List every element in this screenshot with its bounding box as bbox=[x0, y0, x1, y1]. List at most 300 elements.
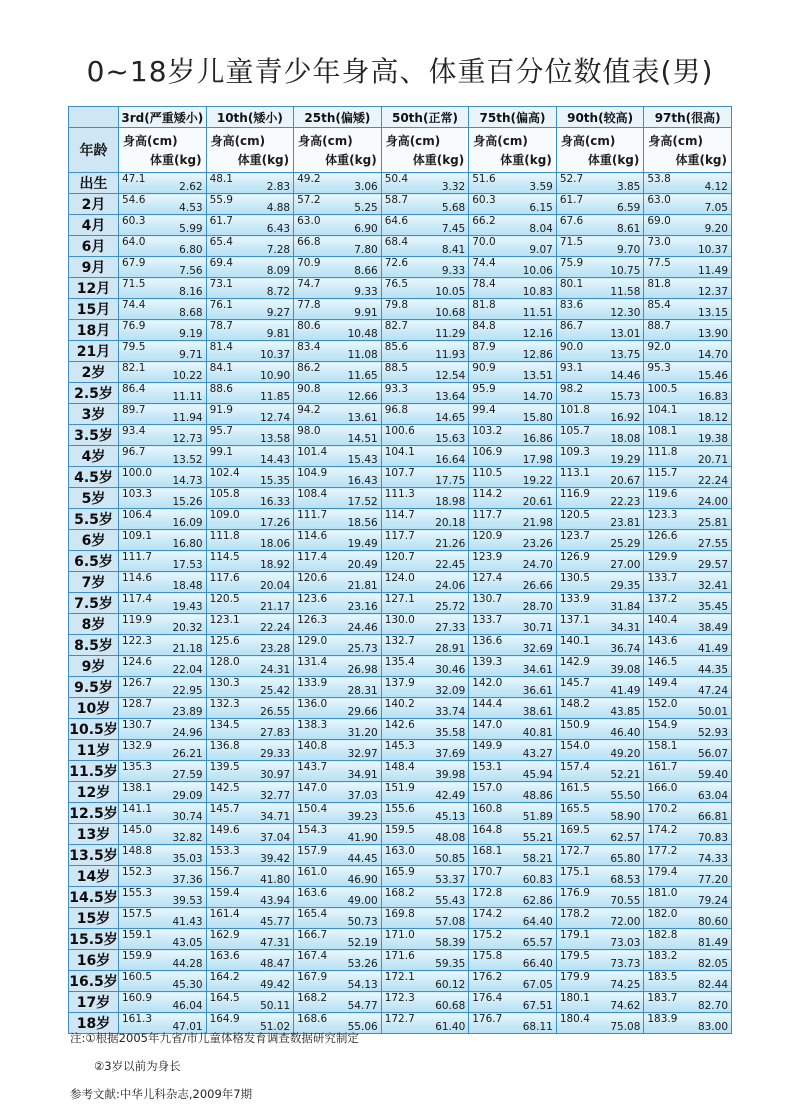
weight-value: 28.70 bbox=[522, 601, 553, 613]
height-unit-label: 身高(cm) bbox=[123, 134, 178, 148]
value-cell bbox=[469, 992, 557, 1013]
age-cell: 4岁 bbox=[69, 446, 119, 467]
value-cell bbox=[206, 656, 294, 677]
value-cell bbox=[119, 929, 207, 950]
weight-value: 10.37 bbox=[260, 349, 291, 361]
age-cell: 5岁 bbox=[69, 488, 119, 509]
weight-value: 13.15 bbox=[697, 307, 728, 319]
weight-unit-label: 体重(kg) bbox=[325, 153, 377, 167]
weight-value: 14.70 bbox=[522, 391, 553, 403]
table-row bbox=[69, 341, 732, 362]
table-row bbox=[69, 887, 732, 908]
height-value: 177.2 bbox=[647, 845, 678, 857]
value-cell bbox=[119, 383, 207, 404]
value-cell bbox=[119, 761, 207, 782]
height-value: 70.0 bbox=[472, 236, 496, 248]
height-value: 126.6 bbox=[647, 530, 678, 542]
value-cell bbox=[294, 761, 382, 782]
value-cell bbox=[644, 446, 732, 467]
height-value: 138.1 bbox=[122, 782, 153, 794]
value-cell bbox=[119, 677, 207, 698]
table-row bbox=[69, 530, 732, 551]
height-value: 132.9 bbox=[122, 740, 153, 752]
height-value: 117.4 bbox=[297, 551, 328, 563]
table-row bbox=[69, 404, 732, 425]
value-cell bbox=[644, 425, 732, 446]
height-value: 60.3 bbox=[122, 215, 146, 227]
height-value: 114.5 bbox=[209, 551, 240, 563]
value-cell bbox=[381, 488, 469, 509]
value-cell bbox=[381, 950, 469, 971]
weight-value: 29.09 bbox=[172, 790, 203, 802]
table-row bbox=[69, 929, 732, 950]
value-cell bbox=[119, 908, 207, 929]
weight-value: 45.77 bbox=[260, 916, 291, 928]
table-row bbox=[69, 614, 732, 635]
weight-value: 43.94 bbox=[260, 895, 291, 907]
value-cell bbox=[556, 299, 644, 320]
weight-value: 60.68 bbox=[435, 1000, 466, 1012]
height-value: 73.1 bbox=[209, 278, 233, 290]
value-cell bbox=[556, 971, 644, 992]
weight-value: 8.16 bbox=[179, 286, 203, 298]
table-row bbox=[69, 257, 732, 278]
value-cell bbox=[206, 467, 294, 488]
value-cell bbox=[556, 803, 644, 824]
value-cell bbox=[381, 278, 469, 299]
height-value: 82.7 bbox=[384, 320, 409, 332]
value-cell bbox=[644, 803, 732, 824]
unit-header bbox=[294, 128, 382, 173]
weight-value: 13.90 bbox=[697, 328, 728, 340]
value-cell bbox=[556, 698, 644, 719]
height-value: 100.0 bbox=[122, 467, 153, 479]
weight-value: 22.45 bbox=[435, 559, 466, 571]
weight-value: 50.85 bbox=[435, 853, 466, 865]
height-value: 169.5 bbox=[559, 824, 590, 836]
height-value: 161.0 bbox=[297, 866, 328, 878]
height-value: 101.4 bbox=[297, 446, 328, 458]
weight-value: 29.35 bbox=[610, 580, 641, 592]
value-cell bbox=[206, 173, 294, 194]
height-value: 96.7 bbox=[122, 446, 146, 458]
value-cell bbox=[381, 803, 469, 824]
value-cell bbox=[644, 467, 732, 488]
value-cell bbox=[294, 236, 382, 257]
weight-value: 30.71 bbox=[522, 622, 553, 634]
height-value: 85.4 bbox=[647, 299, 671, 311]
weight-value: 30.97 bbox=[260, 769, 291, 781]
percentile-header: 3rd(严重矮小) bbox=[119, 107, 207, 128]
age-cell: 6.5岁 bbox=[69, 551, 119, 572]
table-row bbox=[69, 299, 732, 320]
height-value: 128.0 bbox=[209, 656, 240, 668]
value-cell bbox=[556, 866, 644, 887]
weight-value: 7.56 bbox=[179, 265, 203, 277]
height-value: 120.7 bbox=[384, 551, 415, 563]
value-cell bbox=[206, 572, 294, 593]
height-value: 168.1 bbox=[472, 845, 503, 857]
weight-value: 32.97 bbox=[347, 748, 378, 760]
weight-value: 9.33 bbox=[441, 265, 466, 277]
height-unit-label: 身高(cm) bbox=[298, 134, 353, 148]
age-cell: 13岁 bbox=[69, 824, 119, 845]
height-value: 109.1 bbox=[122, 530, 153, 542]
height-value: 114.2 bbox=[472, 488, 503, 500]
age-cell: 18岁 bbox=[69, 1013, 119, 1034]
weight-value: 36.74 bbox=[610, 643, 641, 655]
weight-value: 5.25 bbox=[354, 202, 378, 214]
height-value: 76.1 bbox=[209, 299, 233, 311]
height-value: 114.6 bbox=[122, 572, 153, 584]
weight-value: 27.83 bbox=[260, 727, 291, 739]
value-cell bbox=[644, 698, 732, 719]
value-cell bbox=[469, 845, 557, 866]
weight-value: 9.71 bbox=[179, 349, 203, 361]
value-cell bbox=[294, 551, 382, 572]
height-value: 136.8 bbox=[209, 740, 240, 752]
weight-value: 43.85 bbox=[610, 706, 641, 718]
table-row bbox=[69, 992, 732, 1013]
value-cell bbox=[206, 803, 294, 824]
table-row bbox=[69, 593, 732, 614]
height-value: 98.0 bbox=[297, 425, 321, 437]
weight-value: 57.08 bbox=[435, 916, 466, 928]
height-value: 141.1 bbox=[122, 803, 153, 815]
value-cell bbox=[469, 908, 557, 929]
weight-value: 74.25 bbox=[610, 979, 641, 991]
height-value: 100.6 bbox=[384, 425, 415, 437]
value-cell bbox=[294, 635, 382, 656]
weight-value: 13.58 bbox=[260, 433, 291, 445]
value-cell bbox=[294, 509, 382, 530]
weight-value: 5.68 bbox=[441, 202, 466, 214]
value-cell bbox=[556, 236, 644, 257]
weight-value: 17.98 bbox=[522, 454, 553, 466]
value-cell bbox=[381, 593, 469, 614]
weight-value: 8.04 bbox=[529, 223, 553, 235]
value-cell bbox=[381, 866, 469, 887]
weight-value: 50.11 bbox=[260, 1000, 291, 1012]
height-value: 139.5 bbox=[209, 761, 240, 773]
age-cell: 7.5岁 bbox=[69, 593, 119, 614]
height-value: 157.0 bbox=[472, 782, 503, 794]
height-value: 120.9 bbox=[472, 530, 503, 542]
weight-value: 19.49 bbox=[347, 538, 378, 550]
value-cell bbox=[469, 866, 557, 887]
height-value: 104.1 bbox=[647, 404, 678, 416]
height-value: 159.4 bbox=[209, 887, 240, 899]
value-cell bbox=[294, 404, 382, 425]
weight-value: 25.42 bbox=[260, 685, 291, 697]
value-cell bbox=[294, 908, 382, 929]
value-cell bbox=[381, 299, 469, 320]
weight-unit-label: 体重(kg) bbox=[150, 153, 202, 167]
age-cell: 12.5岁 bbox=[69, 803, 119, 824]
height-value: 168.6 bbox=[297, 1013, 328, 1025]
height-value: 183.9 bbox=[647, 1013, 678, 1025]
value-cell bbox=[469, 341, 557, 362]
weight-value: 4.12 bbox=[704, 181, 728, 193]
table-row bbox=[69, 845, 732, 866]
height-value: 174.2 bbox=[472, 908, 503, 920]
weight-value: 13.52 bbox=[172, 454, 203, 466]
weight-value: 39.42 bbox=[260, 853, 291, 865]
value-cell bbox=[206, 215, 294, 236]
height-value: 70.9 bbox=[297, 257, 321, 269]
value-cell bbox=[469, 215, 557, 236]
value-cell bbox=[119, 551, 207, 572]
height-value: 123.7 bbox=[559, 530, 590, 542]
height-value: 137.9 bbox=[384, 677, 415, 689]
height-value: 176.2 bbox=[472, 971, 503, 983]
weight-value: 18.92 bbox=[260, 559, 291, 571]
value-cell bbox=[119, 467, 207, 488]
value-cell bbox=[556, 656, 644, 677]
value-cell bbox=[206, 698, 294, 719]
value-cell bbox=[644, 530, 732, 551]
weight-value: 34.31 bbox=[610, 622, 641, 634]
value-cell bbox=[119, 656, 207, 677]
height-value: 180.1 bbox=[559, 992, 590, 1004]
height-value: 150.9 bbox=[559, 719, 590, 731]
value-cell bbox=[381, 908, 469, 929]
height-value: 77.5 bbox=[647, 257, 671, 269]
weight-value: 24.00 bbox=[697, 496, 728, 508]
value-cell bbox=[206, 299, 294, 320]
height-value: 175.1 bbox=[559, 866, 590, 878]
note-length: ②3岁以前为身长 bbox=[94, 1059, 181, 1073]
weight-value: 16.92 bbox=[610, 412, 641, 424]
height-value: 169.8 bbox=[384, 908, 415, 920]
height-value: 149.4 bbox=[647, 677, 678, 689]
value-cell bbox=[206, 362, 294, 383]
height-value: 86.2 bbox=[297, 362, 321, 374]
height-value: 157.5 bbox=[122, 908, 153, 920]
value-cell bbox=[119, 719, 207, 740]
value-cell bbox=[206, 383, 294, 404]
weight-value: 11.29 bbox=[435, 328, 466, 340]
height-value: 158.1 bbox=[647, 740, 678, 752]
weight-value: 8.61 bbox=[616, 223, 641, 235]
height-value: 84.1 bbox=[209, 362, 233, 374]
age-header: 年龄 bbox=[69, 128, 119, 173]
height-value: 124.6 bbox=[122, 656, 153, 668]
weight-value: 59.40 bbox=[697, 769, 728, 781]
weight-value: 52.19 bbox=[347, 937, 378, 949]
value-cell bbox=[556, 845, 644, 866]
height-value: 82.1 bbox=[122, 362, 146, 374]
value-cell bbox=[469, 593, 557, 614]
height-value: 137.1 bbox=[559, 614, 590, 626]
value-cell bbox=[644, 572, 732, 593]
height-value: 113.1 bbox=[559, 467, 590, 479]
weight-value: 8.66 bbox=[354, 265, 378, 277]
height-value: 172.3 bbox=[384, 992, 415, 1004]
age-cell: 3岁 bbox=[69, 404, 119, 425]
weight-value: 9.07 bbox=[529, 244, 553, 256]
value-cell bbox=[206, 677, 294, 698]
value-cell bbox=[294, 887, 382, 908]
height-value: 171.6 bbox=[384, 950, 415, 962]
height-value: 152.0 bbox=[647, 698, 678, 710]
weight-value: 23.89 bbox=[172, 706, 203, 718]
weight-value: 12.73 bbox=[172, 433, 203, 445]
percentile-header: 50th(正常) bbox=[381, 107, 469, 128]
height-value: 129.9 bbox=[647, 551, 678, 563]
height-value: 143.6 bbox=[647, 635, 678, 647]
value-cell bbox=[381, 929, 469, 950]
age-cell: 4月 bbox=[69, 215, 119, 236]
value-cell bbox=[556, 383, 644, 404]
value-cell bbox=[294, 803, 382, 824]
age-cell: 9月 bbox=[69, 257, 119, 278]
weight-value: 43.27 bbox=[522, 748, 553, 760]
weight-value: 30.46 bbox=[435, 664, 466, 676]
weight-value: 14.51 bbox=[347, 433, 378, 445]
weight-value: 18.12 bbox=[697, 412, 728, 424]
height-value: 120.5 bbox=[209, 593, 240, 605]
value-cell bbox=[469, 320, 557, 341]
value-cell bbox=[644, 257, 732, 278]
height-value: 145.3 bbox=[384, 740, 415, 752]
value-cell bbox=[556, 194, 644, 215]
weight-value: 60.12 bbox=[435, 979, 466, 991]
weight-value: 4.53 bbox=[179, 202, 203, 214]
weight-unit-label: 体重(kg) bbox=[500, 153, 552, 167]
value-cell bbox=[469, 698, 557, 719]
value-cell bbox=[556, 740, 644, 761]
age-cell: 7岁 bbox=[69, 572, 119, 593]
weight-value: 47.24 bbox=[697, 685, 728, 697]
value-cell bbox=[294, 992, 382, 1013]
table-row bbox=[69, 866, 732, 887]
weight-value: 16.80 bbox=[172, 538, 203, 550]
height-value: 142.5 bbox=[209, 782, 240, 794]
height-value: 143.7 bbox=[297, 761, 328, 773]
weight-value: 17.75 bbox=[435, 475, 466, 487]
height-value: 145.7 bbox=[209, 803, 240, 815]
height-value: 91.9 bbox=[209, 404, 233, 416]
weight-value: 7.05 bbox=[704, 202, 728, 214]
weight-value: 32.77 bbox=[260, 790, 291, 802]
height-value: 69.4 bbox=[209, 257, 233, 269]
weight-value: 20.49 bbox=[347, 559, 378, 571]
value-cell bbox=[206, 740, 294, 761]
weight-value: 26.21 bbox=[172, 748, 203, 760]
weight-value: 37.69 bbox=[435, 748, 466, 760]
table-row bbox=[69, 971, 732, 992]
height-value: 140.2 bbox=[384, 698, 415, 710]
weight-value: 9.20 bbox=[704, 223, 728, 235]
table-row bbox=[69, 236, 732, 257]
weight-value: 55.43 bbox=[435, 895, 466, 907]
table-row bbox=[69, 803, 732, 824]
value-cell bbox=[556, 824, 644, 845]
height-value: 114.7 bbox=[384, 509, 415, 521]
weight-value: 25.73 bbox=[347, 643, 378, 655]
height-unit-label: 身高(cm) bbox=[210, 134, 266, 148]
value-cell bbox=[119, 992, 207, 1013]
value-cell bbox=[381, 824, 469, 845]
value-cell bbox=[294, 383, 382, 404]
value-cell bbox=[294, 488, 382, 509]
value-cell bbox=[381, 572, 469, 593]
value-cell bbox=[556, 677, 644, 698]
value-cell bbox=[381, 887, 469, 908]
value-cell bbox=[644, 992, 732, 1013]
height-value: 95.9 bbox=[472, 383, 496, 395]
age-cell: 5.5岁 bbox=[69, 509, 119, 530]
value-cell bbox=[119, 887, 207, 908]
table-row bbox=[69, 446, 732, 467]
height-value: 124.0 bbox=[384, 572, 415, 584]
value-cell bbox=[381, 614, 469, 635]
height-value: 148.2 bbox=[559, 698, 590, 710]
height-value: 53.8 bbox=[647, 173, 671, 185]
weight-value: 19.43 bbox=[172, 601, 203, 613]
value-cell bbox=[469, 1013, 557, 1034]
weight-value: 56.07 bbox=[697, 748, 728, 760]
value-cell bbox=[556, 929, 644, 950]
height-value: 50.4 bbox=[384, 173, 409, 185]
value-cell bbox=[381, 194, 469, 215]
value-cell bbox=[206, 866, 294, 887]
weight-value: 68.53 bbox=[610, 874, 641, 886]
age-cell: 14岁 bbox=[69, 866, 119, 887]
weight-value: 17.53 bbox=[172, 559, 203, 571]
height-value: 104.9 bbox=[297, 467, 328, 479]
value-cell bbox=[206, 782, 294, 803]
height-value: 125.6 bbox=[209, 635, 240, 647]
height-value: 111.8 bbox=[647, 446, 678, 458]
weight-value: 9.27 bbox=[266, 307, 291, 319]
weight-value: 17.26 bbox=[260, 517, 291, 529]
height-value: 71.5 bbox=[559, 236, 584, 248]
value-cell bbox=[381, 215, 469, 236]
height-value: 148.8 bbox=[122, 845, 153, 857]
height-value: 103.2 bbox=[472, 425, 503, 437]
height-unit-label: 身高(cm) bbox=[385, 134, 441, 148]
value-cell bbox=[294, 719, 382, 740]
weight-value: 66.40 bbox=[522, 958, 553, 970]
value-cell bbox=[119, 572, 207, 593]
height-value: 105.8 bbox=[209, 488, 240, 500]
height-value: 111.7 bbox=[122, 551, 153, 563]
weight-value: 67.51 bbox=[522, 1000, 553, 1012]
weight-value: 29.66 bbox=[347, 706, 378, 718]
weight-value: 26.55 bbox=[260, 706, 291, 718]
value-cell bbox=[294, 824, 382, 845]
value-cell bbox=[644, 782, 732, 803]
age-cell: 12月 bbox=[69, 278, 119, 299]
table-row bbox=[69, 656, 732, 677]
value-cell bbox=[644, 362, 732, 383]
value-cell bbox=[556, 215, 644, 236]
height-value: 176.4 bbox=[472, 992, 503, 1004]
value-cell bbox=[206, 719, 294, 740]
weight-value: 53.26 bbox=[347, 958, 378, 970]
value-cell bbox=[119, 404, 207, 425]
age-cell: 2.5岁 bbox=[69, 383, 119, 404]
weight-value: 21.18 bbox=[172, 643, 203, 655]
age-cell: 10岁 bbox=[69, 698, 119, 719]
weight-value: 44.35 bbox=[697, 664, 728, 676]
value-cell bbox=[469, 299, 557, 320]
height-value: 178.2 bbox=[559, 908, 590, 920]
value-cell bbox=[294, 194, 382, 215]
value-cell bbox=[119, 845, 207, 866]
